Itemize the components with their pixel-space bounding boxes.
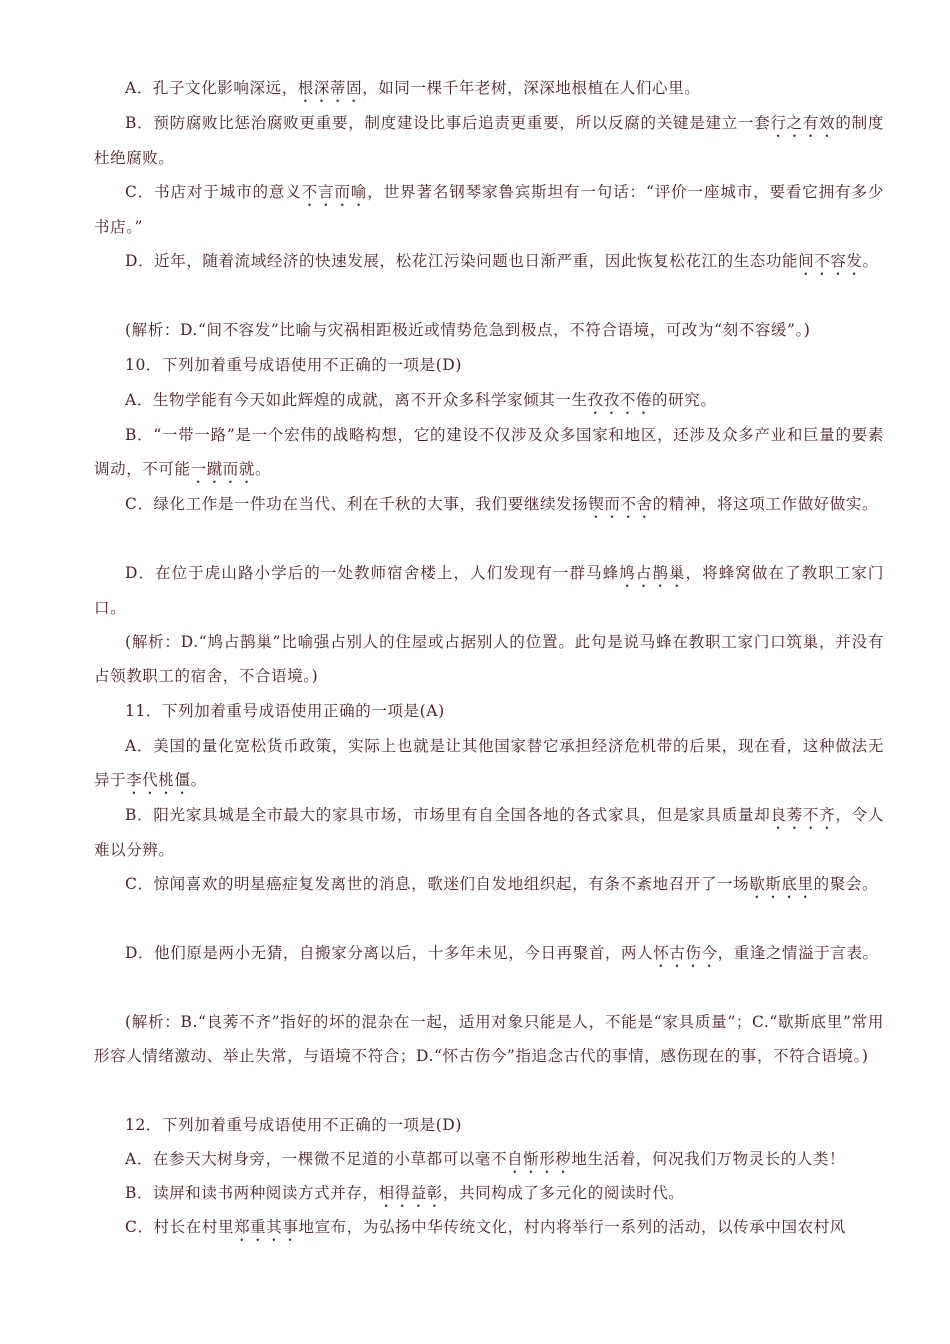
emphasized-idiom: 鸠占鹊巢: [619, 564, 686, 582]
option-text: ，令人难以分辨。: [94, 806, 884, 859]
emphasized-idiom: 歇斯底里: [749, 875, 814, 893]
option-text: B．阳光家具城是全市最大的家具市场，市场里有自全国各地的各式家具，但是家具质量却: [125, 806, 771, 824]
q12-option-c: [94, 1210, 884, 1245]
q12-option-a: [94, 1142, 884, 1177]
option-text: B．读屏和读书两种阅读方式并存，: [125, 1184, 379, 1202]
q11-option-c: [94, 867, 884, 902]
emphasized-idiom: 根深蒂固: [297, 79, 363, 97]
emphasized-idiom: 良莠不齐: [770, 806, 836, 824]
option-text: 的精神，将这项工作做好做实。: [652, 495, 879, 513]
option-text: ，将蜂窝做在了教职工家门口。: [94, 564, 884, 617]
option-text: ，如同一棵千年老树，深深地根植在人们心里。: [362, 79, 701, 97]
option-text: C．绿化工作是一件功在当代、利在千秋的大事，我们要继续发扬: [125, 495, 589, 513]
q12-option-b: [94, 1176, 884, 1211]
option-text: 。: [190, 771, 207, 789]
option-text: 地生活着，何况我们万物灵长的人类！: [571, 1150, 846, 1168]
option-text: 的研究。: [652, 391, 717, 409]
emphasized-idiom: 怀古伤今: [653, 944, 718, 962]
emphasized-idiom: 相得益彰: [378, 1184, 443, 1202]
option-text: A．美国的量化宽松货币政策，实际上也就是让其他国家替它承担经济危机带的后果，现在看，这种做法无异于: [94, 737, 884, 789]
emphasized-idiom: 不言而喻: [301, 183, 368, 201]
emphasized-idiom: 李代桃僵: [126, 771, 191, 789]
emphasized-idiom: 自惭形秽: [507, 1150, 572, 1168]
q9-option-c: [94, 175, 884, 244]
option-text: 的聚会。: [813, 875, 879, 893]
option-text: 。: [862, 252, 879, 270]
emphasized-idiom: 间不容发: [798, 252, 863, 270]
q11-option-d: [94, 936, 884, 971]
option-text: A．生物学能有今天如此辉煌的成就，离不开众多科学家倾其一生: [125, 391, 588, 409]
option-text: B．预防腐败比惩治腐败更重要，制度建设比事后追责更重要，所以反腐的关键是建立一套: [125, 114, 771, 132]
emphasized-idiom: 一蹴而就: [190, 460, 256, 478]
q9-analysis: (解析：D.“间不容发”比喻与灾祸相距极近或情势危急到极点，不符合语境，可改为“刻不容缓”。): [125, 321, 811, 339]
option-text: ，世界著名钢琴家鲁宾斯坦有一句话：“评价一座城市，要看它拥有多少书店。”: [94, 183, 884, 236]
option-text: D．他们原是两小无猜，自搬家分离以后，十多年未见，今日再聚首，两人: [125, 944, 654, 962]
emphasized-idiom: 锲而不舍: [588, 495, 653, 513]
q11-option-a: [94, 729, 884, 798]
option-text: ，共同构成了多元化的阅读时代。: [442, 1184, 685, 1202]
option-text: C．惊闻喜欢的明星癌症复发离世的消息，歌迷们自发地组织起，有条不紊地召开了一场: [125, 875, 750, 893]
q11-analysis: (解析：B.“良莠不齐”指好的坏的混杂在一起，适用对象只能是人，不能是“家具质量”；C.“歇斯底里”常用形容人情绪激动、举止失常，与语境不符合；D.“怀古伤今”指追念古代的事情，感伤现在的事，不符合语境。): [94, 1013, 884, 1065]
option-text: B．“一带一路”是一个宏伟的战略构想，它的建设不仅涉及众多国家和地区，还涉及众多产业和巨量的要素调动，不可能: [94, 426, 884, 478]
option-text: 。: [255, 460, 272, 478]
q9-option-a: [94, 71, 884, 106]
option-text: 的制度杜绝腐败。: [94, 114, 884, 167]
option-text: A．孔子文化影响深远，: [125, 79, 298, 97]
q9-option-b: [94, 106, 884, 175]
q11-stem: 11．下列加着重号成语使用正确的一项是(A): [125, 702, 445, 720]
option-text: A．在参天大树身旁，一棵微不足道的小草都可以毫不: [125, 1150, 508, 1168]
q9-option-d: [94, 244, 884, 279]
q10-option-d: [94, 556, 884, 625]
q10-option-b: [94, 418, 884, 487]
q11-option-b: [94, 798, 884, 867]
q10-option-a: [94, 383, 884, 418]
emphasized-idiom: 郑重其事: [234, 1218, 299, 1236]
option-text: ，重逢之情溢于言表。: [717, 944, 879, 962]
emphasized-idiom: 行之有效: [770, 114, 836, 132]
option-text: C．书店对于城市的意义: [125, 183, 302, 201]
option-text: 地宣布，为弘扬中华传统文化，村内将举行一系列的活动，以传承中国农村风: [298, 1218, 846, 1236]
option-text: C．村长在村里: [125, 1218, 235, 1236]
q10-option-c: [94, 487, 884, 522]
option-text: D．近年，随着流域经济的快速发展，松花江污染问题也日渐严重，因此恢复松花江的生态功能: [125, 252, 799, 270]
option-text: D．在位于虎山路小学后的一处教师宿舍楼上，人们发现有一群马蜂: [125, 564, 620, 582]
emphasized-idiom: 孜孜不倦: [587, 391, 653, 409]
q10-stem: 10．下列加着重号成语使用不正确的一项是(D): [125, 356, 463, 374]
q10-analysis: (解析：D.“鸠占鹊巢”比喻强占别人的住屋或占据别人的位置。此句是说马蜂在教职工家门口筑巢，并没有占领教职工的宿舍，不合语境。): [94, 633, 884, 685]
q12-stem: 12．下列加着重号成语使用不正确的一项是(D): [125, 1116, 463, 1134]
